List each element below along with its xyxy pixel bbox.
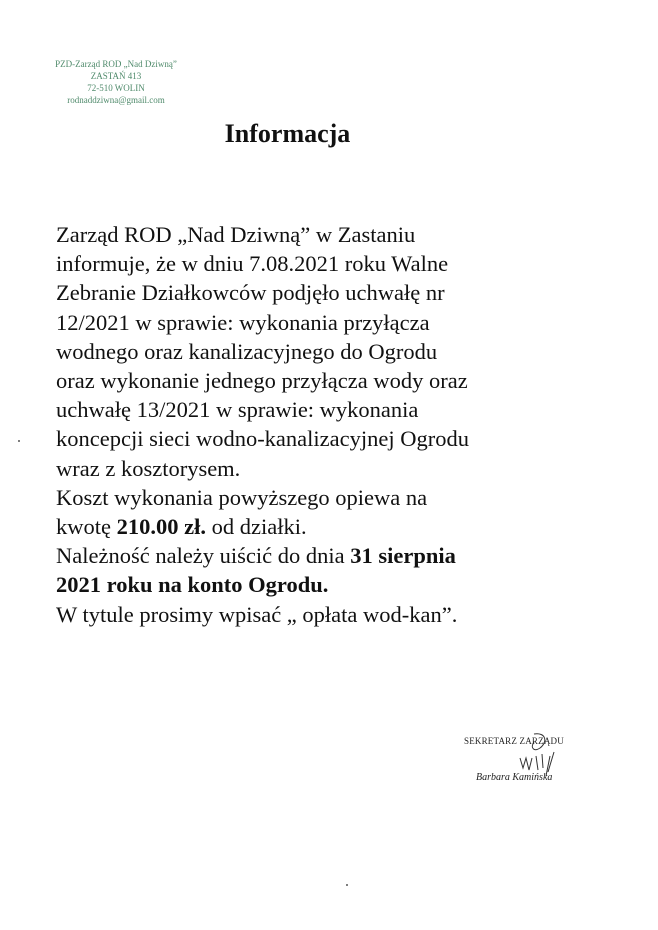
body-line: oraz wykonanie jednego przyłącza wody oraz [56,368,468,394]
amount-line [56,512,616,541]
deadline-account: 2021 roku na konto Ogrodu. [56,572,329,598]
stamp-address-street: ZASTAŃ 413 [90,71,142,81]
document-title: Informacja [224,119,351,148]
notice-body [56,220,616,629]
body-line: Zebranie Działkowców podjęło uchwałę nr [56,280,445,306]
amount-prefix: kwotę [56,514,117,540]
stamp-email: rodnaddziwna@gmail.com [67,95,165,105]
deadline-prefix: Należność należy uiścić do dnia [56,543,351,569]
scan-speck [346,884,348,886]
amount-suffix: od działki. [206,514,307,540]
amount-value: 210.00 zł. [116,514,206,540]
deadline-line-continued [56,570,616,599]
deadline-line [56,541,616,570]
deadline-date: 31 sierpnia [350,543,456,569]
body-line: W tytule prosimy wpisać „ opłata wod-kan”. [56,601,458,627]
body-line: uchwałę 13/2021 w sprawie: wykonania [56,397,419,423]
body-line: Zarząd ROD „Nad Dziwną” w Zastaniu [56,222,416,247]
organization-stamp [36,58,196,106]
body-line: 12/2021 w sprawie: wykonania przyłącza [56,309,430,335]
body-line: wraz z kosztorysem. [56,455,241,481]
stamp-address-city: 72-510 WOLIN [87,83,145,93]
body-line: informuje, że w dniu 7.08.2021 roku Walne [56,251,449,277]
body-line: wodnego oraz kanalizacyjnego do Ogrodu [56,338,438,364]
signature-role: SEKRETARZ ZARZĄDU [464,736,564,746]
stamp-organization-name: PZD-Zarząd ROD „Nad Dziwną” [55,59,177,69]
body-line: koncepcji sieci wodno-kanalizacyjnej Ogrodu [56,426,469,452]
signature-name: Barbara Kamińska [476,772,553,783]
scan-speck [18,440,20,442]
body-line: Koszt wykonania powyższego opiewa na [56,484,428,510]
signature-block [460,732,600,792]
